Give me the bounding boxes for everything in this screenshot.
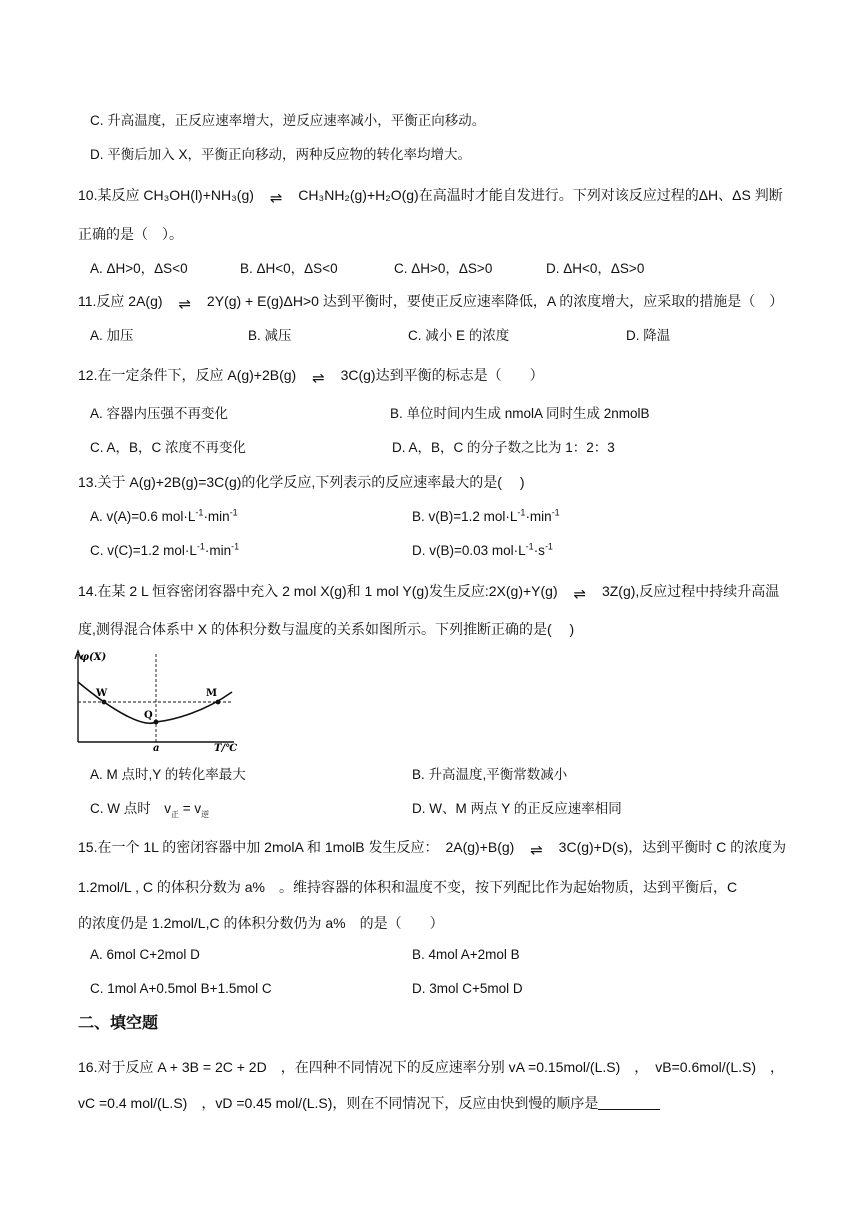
- q15-option-b: B. 4mol A+2mol B: [412, 947, 520, 962]
- q11-option-d: D. 降温: [626, 328, 671, 343]
- q14-option-d: D. W、M 两点 Y 的正反应速率相同: [412, 801, 622, 816]
- equilibrium-arrow-icon: ⇌: [178, 296, 192, 313]
- equilibrium-arrow-icon: ⇌: [269, 190, 283, 207]
- q12-option-d: D. A，B，C 的分子数之比为 1：2：3: [392, 440, 615, 455]
- point-q-label: Q: [144, 710, 153, 721]
- q10-stem-line2: 正确的是（ ）。: [78, 226, 183, 242]
- q9-option-d: D. 平衡后加入 X，平衡正向移动，两种反应物的转化率均增大。: [90, 147, 472, 162]
- point-m-marker: [216, 700, 221, 705]
- q14-stem-line2: 度,测得混合体系中 X 的体积分数与温度的关系如图所示。下列推断正确的是( ): [78, 621, 575, 637]
- q14-prefix: 14.在某 2 L 恒容密闭容器中充入 2 mol X(g)和 1 mol Y(g)发生反应:2X(g)+Y(g): [78, 583, 558, 599]
- q13-option-d: D. v(B)=0.03 $mol\cdot L^{-1}\cdot s^{-1}$: [412, 541, 553, 558]
- q16-stem-line2: vC =0.4 mol/(L.S) ，vD =0.45 mol/(L.S)，则在不同情况下，反应由快到慢的顺序是: [78, 1094, 660, 1112]
- q10-prefix: 10.某反应 CH: [78, 187, 164, 203]
- q14-option-a: A. M 点时,Y 的转化率最大: [90, 767, 246, 782]
- q15-option-c: C. 1mol A+0.5mol B+1.5mol C: [90, 981, 272, 996]
- q15-option-a: A. 6mol C+2mol D: [90, 947, 200, 962]
- section-title: 二、填空题: [78, 1015, 159, 1032]
- q10-option-b: B. ΔH<0，ΔS<0: [240, 261, 338, 276]
- equilibrium-arrow-icon: ⇌: [312, 370, 325, 387]
- q15-stem-line2: 1.2mol/L , C 的体积分数为 a% 。维持容器的体积和温度不变，按下列配比作为起始物质，达到平衡后，C: [78, 879, 738, 895]
- q11-option-b: B. 减压: [248, 328, 292, 343]
- q11-stem: [78, 292, 783, 314]
- q10-option-a: A. ΔH>0，ΔS<0: [90, 261, 188, 276]
- q16-stem: 16.对于反应 A + 3B = 2C + 2D ，在四种不同情况下的反应速率分别 vA =0.15mol/(L.S) ， vB=0.6mol/(L.S) ，: [78, 1059, 785, 1075]
- q13-option-b: B. v(B)=1.2 $mol\cdot L^{-1}\cdot\min^{-1}$: [412, 507, 560, 524]
- answer-blank[interactable]: [598, 1095, 660, 1110]
- q15-suffix: 3C(g)+D(s)，达到平衡时 C 的浓度为: [558, 839, 787, 855]
- q11-option-a: A. 加压: [90, 328, 134, 343]
- q13-stem: 13.关于 A(g)+2B(g)=3C(g)的化学反应,下列表示的反应速率最大的是( ): [78, 474, 525, 490]
- q11-option-c: C. 减小 E 的浓度: [408, 328, 510, 343]
- q14-option-b: B. 升高温度,平衡常数减小: [412, 767, 568, 782]
- q14-suffix: 3Z(g),反应过程中持续升高温: [601, 583, 780, 599]
- q13-option-a: A. v(A)=0.6 $mol\cdot L^{-1}\cdot\min^{-1}$: [90, 507, 238, 524]
- q11-suffix: 2Y(g) + E(g)ΔH>0 达到平衡时，要使正反应速率降低，A 的浓度增大，应采取的措施是（ ）: [206, 293, 784, 309]
- q12-stem: [78, 366, 544, 388]
- q12-option-b: B. 单位时间内生成 nmolA 同时生成 2nmolB: [390, 406, 650, 421]
- point-w-label: W: [96, 688, 108, 699]
- q10-suffix: 在高温时才能自发进行。下列对该反应过程的ΔH、ΔS 判断: [418, 187, 783, 203]
- q15-prefix: 15.在一个 1L 的密闭容器中加 2molA 和 1molB 发生反应： 2A(g)+B(g): [78, 839, 515, 855]
- q10-option-d: D. ΔH<0，ΔS>0: [546, 261, 645, 276]
- q12-option-c: C. A，B，C 浓度不再变化: [90, 440, 247, 455]
- q10-option-c: C. ΔH>0，ΔS>0: [394, 261, 493, 276]
- point-w-marker: [102, 700, 107, 705]
- point-m-label: M: [206, 688, 218, 699]
- q14-figure: [74, 648, 244, 752]
- q11-prefix: 11.反应 2A(g): [78, 293, 163, 309]
- equilibrium-arrow-icon: ⇌: [573, 586, 587, 603]
- q14-option-c: C. W 点时 $v_正 = v_逆$: [90, 801, 210, 819]
- point-q-marker: [154, 720, 159, 725]
- q12-option-a: A. 容器内压强不再变化: [90, 406, 229, 421]
- y-axis-label: φ(X): [80, 652, 107, 663]
- q9-option-c: C. 升高温度，正反应速率增大，逆反应速率减小，平衡正向移动。: [90, 113, 486, 128]
- q12-prefix: 12.在一定条件下，反应 A(g)+2B(g): [78, 367, 297, 383]
- q15-stem-line3: 的浓度仍是 1.2mol/L,C 的体积分数仍为 a% 的是（ ）: [78, 915, 444, 931]
- x-tick-a: a: [153, 743, 160, 752]
- equilibrium-arrow-icon: ⇌: [530, 842, 543, 859]
- q15-stem: [78, 838, 786, 860]
- q12-suffix: 3C(g)达到平衡的标志是（ ）: [340, 367, 544, 383]
- q13-option-c: C. v(C)=1.2 $mol\cdot L^{-1}\cdot\min^{-1}$: [90, 541, 240, 558]
- q15-option-d: D. 3mol C+5mol D: [412, 981, 523, 996]
- q10-stem: 10.某反应 CH₃OH(l)+NH₃(g) ⇌ CH₃NH₂(g)+H₂O(g)在高温时才能自发进行。下列对该反应过程的ΔH、ΔS 判断: [78, 187, 783, 207]
- x-axis-label: T/℃: [214, 743, 238, 752]
- q14-stem: [78, 582, 779, 604]
